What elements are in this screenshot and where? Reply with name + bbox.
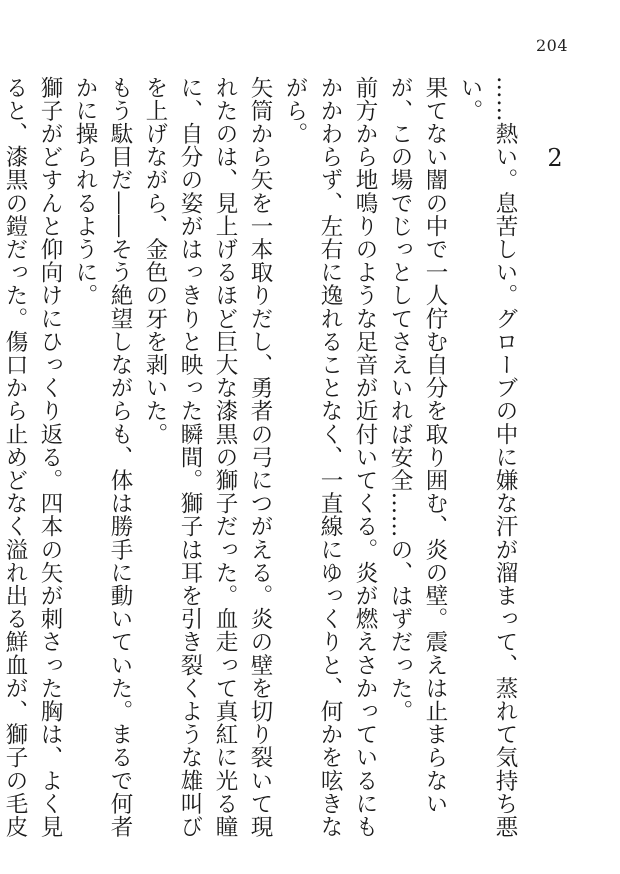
paragraph-1: ……熱い。息苦しい。グローブの中に嫌な汗が溜まって、蒸れて気持ち悪い。 xyxy=(457,76,518,839)
page-number: 204 xyxy=(535,36,568,55)
paragraph-2: 果てない闇の中で一人佇む自分を取り囲む、炎の壁。震えは止まらないが、この場でじっとしてさえいれば安全……の、はずだった。 xyxy=(387,76,448,816)
body-text xyxy=(0,76,522,846)
paragraph-6: 獅子がどすんと仰向けにひっくり返る。四本の矢が刺さった胸は、よく見ると、漆黒の鎧だった。傷口から止めどなく溢れ出る鮮血が、獅子の毛皮 xyxy=(2,76,63,839)
paragraph-3: 前方から地鳴りのような足音が近付いてくる。炎が燃えさかっているにもかかわらず、左右に逸れることなく、一直線にゆっくりと、何かを呟きながら。 xyxy=(282,76,378,839)
paragraph-4: 矢筒から矢を一本取りだし、勇者の弓につがえる。炎の壁を切り裂いて現れたのは、見上げるほど巨大な漆黒の獅子だった。血走って真紅に光る瞳に、自分の姿がはっきりと映った瞬間。獅子は耳を引き裂くような雄叫びを上げながら、金色の牙を剥いた。 xyxy=(142,76,273,839)
chapter-number: 2 xyxy=(541,144,569,172)
paragraph-5: もう駄目だ――そう絶望しながらも、体は勝手に動いていた。まるで何者かに操られるように。 xyxy=(72,76,133,839)
